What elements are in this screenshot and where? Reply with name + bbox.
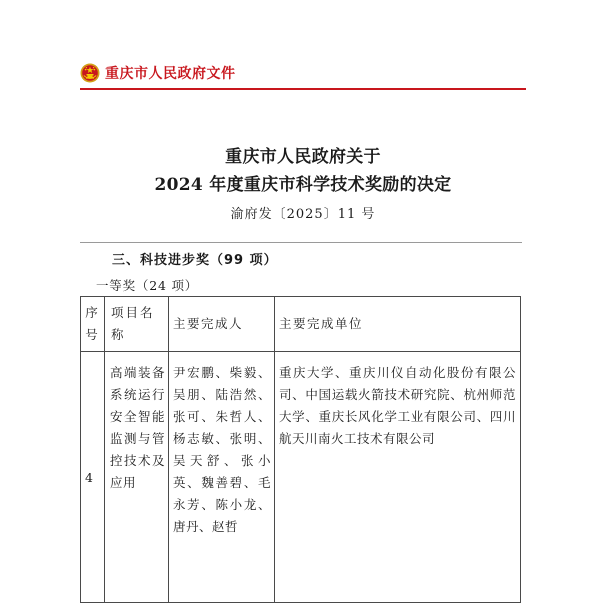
row-project-name: 高端装备系统运行安全智能监测与管控技术及应用 [110, 365, 165, 490]
row-units-cell [275, 352, 521, 603]
header-project-name: 项目名称 [105, 297, 169, 352]
table-row [81, 352, 521, 603]
title-line-1: 重庆市人民政府关于 [225, 147, 381, 167]
table-header-row [81, 297, 521, 352]
header-number: 序号 [81, 297, 105, 352]
row-project-name-cell [105, 352, 169, 603]
header-title: 重庆市人民政府文件 [105, 66, 236, 82]
row-main-units: 重庆大学、重庆川仪自动化股份有限公司、中国运载火箭技术研究院、杭州师范大学、重庆长风化学工业有限公司、四川航天川南火工技术有限公司 [279, 365, 516, 446]
subsection-heading: 一等奖（24 项） [96, 278, 199, 293]
national-emblem-icon [80, 63, 100, 83]
row-contributors-cell [169, 352, 275, 603]
section-heading: 三、科技进步奖（99 项） [112, 253, 278, 268]
document-header [80, 58, 236, 88]
section-divider [80, 242, 522, 243]
row-number: 4 [81, 352, 105, 603]
document-title [80, 143, 526, 199]
header-red-rule [80, 88, 526, 90]
awards-table [80, 296, 521, 603]
row-main-contributors: 尹宏鹏、柴毅、吴朋、陆浩然、张可、朱哲人、杨志敏、张明、吴天舒、张小英、魏善碧、毛永芳、陈小龙、唐丹、赵哲 [173, 365, 271, 534]
title-line-2: 2024 年度重庆市科学技术奖励的决定 [154, 175, 452, 195]
header-main-units: 主要完成单位 [275, 297, 521, 352]
document-number: 渝府发〔2025〕11 号 [230, 207, 376, 222]
header-main-contributors: 主要完成人 [169, 297, 275, 352]
